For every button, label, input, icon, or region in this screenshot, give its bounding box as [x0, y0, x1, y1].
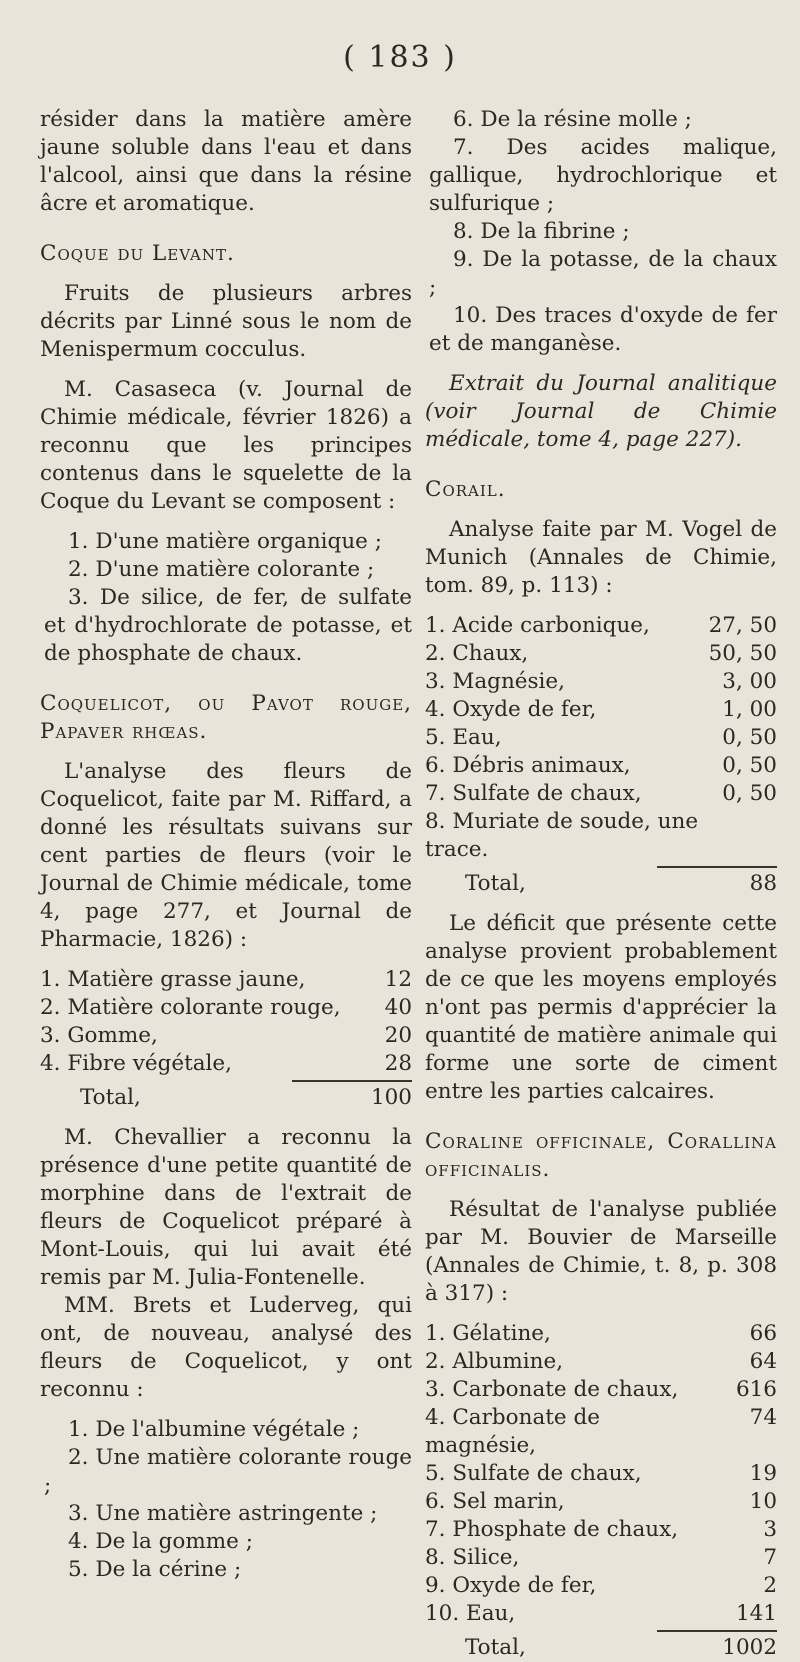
total-label: Total,	[465, 1635, 526, 1660]
deficit-paragraph: Le déficit que présente cette analyse provient probablement de ce que les moyens employés n'ont pas permis d'apprécier la quantité de matière animale qui forme une sorte de ciment entre les parties calcaires.	[425, 911, 777, 1104]
row-label: 5. Eau,	[425, 725, 502, 750]
row-label: 10. Eau,	[425, 1601, 516, 1626]
row-label: 7. Sulfate de chaux,	[425, 781, 642, 806]
table-row	[425, 1320, 777, 1348]
row-value: 2	[763, 1573, 777, 1598]
row-label: 8. Muriate de soude, une trace.	[425, 809, 699, 862]
total-value: 88	[749, 871, 777, 896]
bouvier-paragraph: Résultat de l'analyse publiée par M. Bouvier de Marseille (Annales de Chimie, t. 8, p. 308 à 317) :	[425, 1197, 777, 1306]
table-row	[425, 724, 777, 752]
left-column	[40, 106, 412, 1584]
row-label: 5. Sulfate de chaux,	[425, 1461, 642, 1486]
row-label: 1. Acide carbonique,	[425, 613, 650, 638]
total-rule	[292, 1080, 412, 1082]
page-number: ( 183 )	[343, 40, 457, 75]
table-row	[40, 966, 412, 994]
row-label: 3. Magnésie,	[425, 669, 565, 694]
table-total-row	[425, 870, 777, 898]
total-rule	[657, 1630, 777, 1632]
list-item: 9. De la potasse, de la chaux ;	[429, 247, 777, 300]
row-value: 3	[763, 1517, 777, 1542]
list-item: 7. Des acides malique, gallique, hydrochlorique et sulfurique ;	[429, 135, 777, 216]
table-row	[40, 1022, 412, 1050]
row-label: 9. Oxyde de fer,	[425, 1573, 597, 1598]
section-heading-corail: Corail.	[425, 477, 506, 502]
table-row	[425, 752, 777, 780]
table-row	[425, 696, 777, 724]
row-value	[717, 808, 777, 864]
row-label: 8. Silice,	[425, 1545, 520, 1570]
list-item: 10. Des traces d'oxyde de fer et de manganèse.	[429, 303, 777, 356]
row-value: 66	[749, 1321, 777, 1346]
table-row	[425, 1600, 777, 1628]
row-value: 0, 50	[722, 725, 777, 750]
row-label: 6. Débris animaux,	[425, 753, 631, 778]
total-label: Total,	[80, 1085, 141, 1110]
corail-paragraph: Analyse faite par M. Vogel de Munich (Annales de Chimie, tom. 89, p. 113) :	[425, 517, 777, 598]
row-label: 6. Sel marin,	[425, 1489, 565, 1514]
list-item: 4. De la gomme ;	[68, 1529, 253, 1554]
row-value: 10	[749, 1489, 777, 1514]
table-row	[425, 1516, 777, 1544]
row-value: 20	[384, 1023, 412, 1048]
table-row	[425, 1544, 777, 1572]
total-rule	[657, 866, 777, 868]
total-label: Total,	[465, 871, 526, 896]
table-row	[425, 1460, 777, 1488]
list-item: 6. De la résine molle ;	[453, 107, 692, 132]
coque-description: Fruits de plusieurs arbres décrits par Linné sous le nom de Menispermum cocculus.	[40, 281, 412, 362]
casaseca-paragraph: M. Casaseca (v. Journal de Chimie médicale, février 1826) a reconnu que les principes contenus dans le squelette de la Coque du Levant se composent :	[40, 377, 412, 514]
extrait-note	[425, 370, 777, 454]
table-row	[425, 640, 777, 668]
list-item: 1. De l'albumine végétale ;	[68, 1417, 360, 1442]
total-value: 1002	[722, 1635, 777, 1660]
table-row	[425, 808, 777, 864]
table-row	[425, 1572, 777, 1600]
row-value: 1, 00	[722, 697, 777, 722]
row-label: 3. Carbonate de chaux,	[425, 1377, 679, 1402]
table-total-row	[40, 1084, 412, 1112]
section-heading-coquelicot: Coquelicot, ou Pavot rouge, Papaver rhœas.	[40, 691, 412, 744]
row-label: 4. Carbonate de magnésie,	[425, 1405, 600, 1458]
row-value: 141	[735, 1601, 777, 1626]
corail-table	[425, 612, 777, 898]
list-item: 2. D'une matière colorante ;	[68, 557, 375, 582]
row-value: 40	[384, 995, 412, 1020]
coralline-table	[425, 1320, 777, 1662]
row-value: 27, 50	[708, 613, 777, 638]
list-item: 5. De la cérine ;	[68, 1557, 242, 1582]
row-label: 4. Fibre végétale,	[40, 1051, 232, 1076]
row-value: 616	[735, 1377, 777, 1402]
coquelicot-table	[40, 966, 412, 1112]
row-label: 3. Gomme,	[40, 1023, 158, 1048]
table-total-row	[425, 1634, 777, 1662]
brets-paragraph: MM. Brets et Luderveg, qui ont, de nouveau, analysé des fleurs de Coquelicot, y ont reconnu :	[40, 1293, 412, 1402]
row-value: 3, 00	[722, 669, 777, 694]
row-value: 7	[763, 1545, 777, 1570]
row-label: 1. Gélatine,	[425, 1321, 551, 1346]
list-item: 2. Une matière colorante rouge ;	[44, 1445, 412, 1498]
total-value: 100	[370, 1085, 412, 1110]
row-value: 28	[384, 1051, 412, 1076]
row-value: 0, 50	[722, 781, 777, 806]
list-item: 8. De la fibrine ;	[453, 219, 630, 244]
row-label: 2. Chaux,	[425, 641, 529, 666]
row-value: 0, 50	[722, 753, 777, 778]
list-item: 3. De silice, de fer, de sulfate et d'hydrochlorate de potasse, et de phosphate de chaux.	[44, 585, 412, 666]
list-item: 3. Une matière astringente ;	[68, 1501, 378, 1526]
table-row	[425, 1488, 777, 1516]
table-row	[425, 780, 777, 808]
table-row	[425, 1348, 777, 1376]
extrait-text: Extrait du Journal analitique (voir Journal de Chimie médicale, tome 4, page 227).	[425, 371, 777, 452]
row-label: 4. Oxyde de fer,	[425, 697, 597, 722]
row-value: 12	[384, 967, 412, 992]
list-item: 1. D'une matière organique ;	[68, 529, 382, 554]
row-label: 7. Phosphate de chaux,	[425, 1517, 679, 1542]
table-row	[40, 994, 412, 1022]
row-value: 19	[749, 1461, 777, 1486]
section-heading-coralline: Coraline officinale, Corallina officinalis.	[425, 1129, 777, 1182]
table-row	[40, 1050, 412, 1078]
row-label: 1. Matière grasse jaune,	[40, 967, 306, 992]
row-label: 2. Matière colorante rouge,	[40, 995, 341, 1020]
row-value: 50, 50	[708, 641, 777, 666]
table-row	[425, 612, 777, 640]
row-value: 64	[749, 1349, 777, 1374]
section-heading-coque: Coque du Levant.	[40, 241, 235, 266]
chevallier-paragraph: M. Chevallier a reconnu la présence d'une petite quantité de morphine dans de l'extrait de fleurs de Coquelicot préparé à Mont-Louis, qui lui avait été remis par M. Julia-Fontenelle.	[40, 1125, 412, 1290]
row-label: 2. Albumine,	[425, 1349, 564, 1374]
right-column	[425, 106, 777, 1662]
intro-paragraph: résider dans la matière amère jaune soluble dans l'eau et dans l'alcool, ainsi que dans la résine âcre et aromatique.	[40, 107, 412, 216]
coquelicot-paragraph: L'analyse des fleurs de Coquelicot, faite par M. Riffard, a donné les résultats suivans sur cent parties de fleurs (voir le Journal de Chimie médicale, tome 4, page 277, et Journal de Pharmacie, 1826) :	[40, 759, 412, 952]
table-row	[425, 1376, 777, 1404]
row-value: 74	[749, 1405, 777, 1430]
table-row	[425, 668, 777, 696]
